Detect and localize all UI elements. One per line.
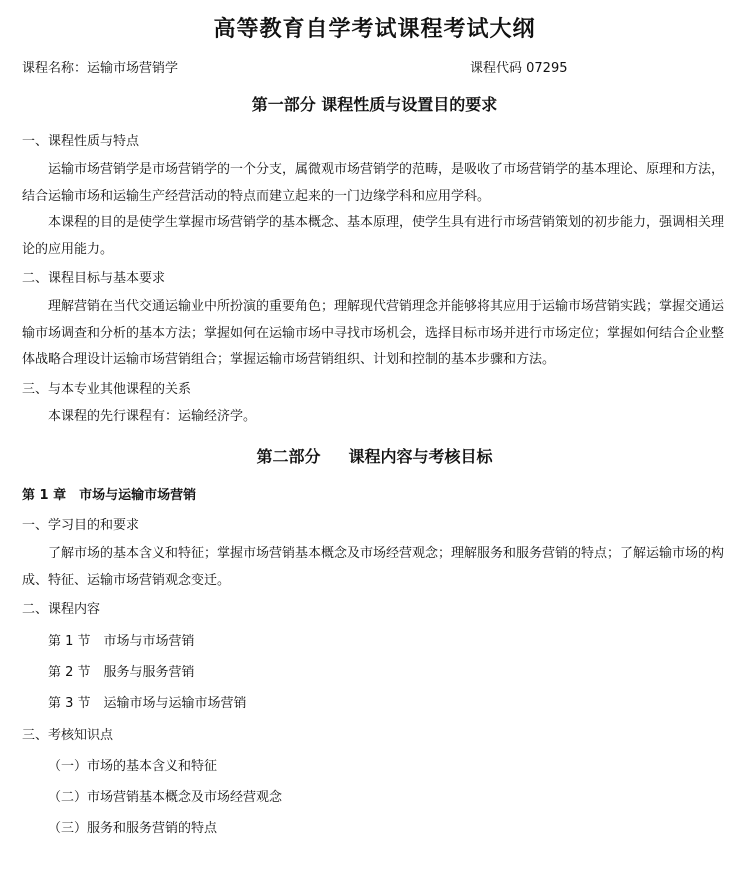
part1-section3-body <box>22 404 724 431</box>
part1-heading: 第一部分 课程性质与设置目的要求 <box>251 95 498 114</box>
chapter1-heading: 第 1 章 市场与运输市场营销 <box>22 488 197 503</box>
chapter1-section2-title: 二、课程内容 <box>22 602 101 617</box>
part1-section3-title: 三、与本专业其他课程的关系 <box>22 382 192 397</box>
chapter1-section3-title: 三、考核知识点 <box>22 728 114 743</box>
list-item: （三）服务和服务营销的特点 <box>48 821 218 836</box>
part2-heading <box>0 444 749 467</box>
paragraph: 理解营销在当代交通运输业中所扮演的重要角色；理解现代营销理念并能够将其应用于运输市场营销实践；掌握交通运输市场调查和分析的基本方法；掌握如何在运输市场中寻找市场机会，选择目标市场并进行市场定位；掌握如何结合企业整体战略合理设计运输市场营销组合；掌握运输市场营销组织、计划和控制的基本步骤和方法。 <box>22 299 725 367</box>
list-item: 第 2 节 服务与服务营销 <box>48 665 195 680</box>
list-item: （一）市场的基本含义和特征 <box>48 759 218 774</box>
paragraph: 本课程的先行课程有：运输经济学。 <box>48 409 257 424</box>
course-code: 课程代码 07295 <box>470 61 568 76</box>
paragraph: 了解市场的基本含义和特征；掌握市场营销基本概念及市场经营观念；理解服务和服务营销的特点；了解运输市场的构成、特征、运输市场营销观念变迁。 <box>22 546 725 588</box>
part1-section2-body <box>22 294 724 374</box>
document-title: 高等教育自学考试课程考试大纲 <box>213 17 536 42</box>
part1-section1-body <box>22 157 724 263</box>
course-name: 课程名称：运输市场营销学 <box>22 61 179 76</box>
part1-section2-title: 二、课程目标与基本要求 <box>22 271 166 286</box>
paragraph: 本课程的目的是使学生掌握市场营销学的基本概念、基本原理，使学生具有进行市场营销策划的初步能力，强调相关理论的应用能力。 <box>22 215 725 257</box>
list-item: 第 1 节 市场与市场营销 <box>48 634 195 649</box>
chapter1-section1-body <box>22 541 724 594</box>
part2-heading-title: 课程内容与考核目标 <box>348 447 493 466</box>
chapter1-section1-title: 一、学习目的和要求 <box>22 518 140 533</box>
list-item: （二）市场营销基本概念及市场经营观念 <box>48 790 283 805</box>
part2-heading-number: 第二部分 <box>256 447 321 466</box>
list-item: 第 3 节 运输市场与运输市场营销 <box>48 696 247 711</box>
part1-section1-title: 一、课程性质与特点 <box>22 134 140 149</box>
paragraph: 运输市场营销学是市场营销学的一个分支，属微观市场营销学的范畴，是吸收了市场营销学的基本理论、原理和方法，结合运输市场和运输生产经营活动的特点而建立起来的一门边缘学科和应用学科。 <box>22 162 725 204</box>
